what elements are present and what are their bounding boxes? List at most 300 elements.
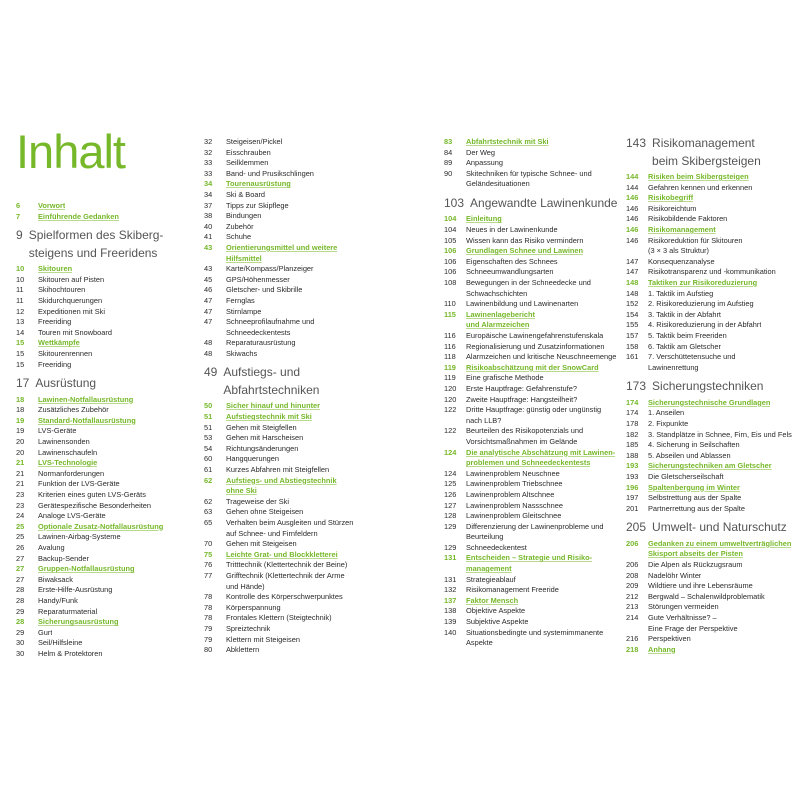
toc-page-number: 38 xyxy=(204,211,213,221)
toc-entry xyxy=(16,501,184,512)
toc-page-number: 70 xyxy=(204,539,213,549)
toc-entry-text: Steigeisen/Pickel xyxy=(226,137,283,146)
toc-entry xyxy=(204,296,414,307)
toc-entry-text: Bewegungen in der Schneedecke und xyxy=(466,278,591,288)
toc-page-number: 23 xyxy=(16,489,25,499)
toc-page-number: 131 xyxy=(444,553,457,563)
toc-page-number: 28 xyxy=(16,617,25,627)
toc-entry xyxy=(444,169,624,180)
toc-chapter-entry xyxy=(16,458,184,469)
toc-entry-text: GPS/Höhenmesser xyxy=(226,274,290,284)
toc-page-number: 29 xyxy=(16,606,25,616)
toc-entry-text: Tritttechnik (Klettertechnik der Beine) xyxy=(226,560,348,570)
toc-entry-text: Seilklemmen xyxy=(226,158,269,168)
toc-page-number: 27 xyxy=(16,553,25,563)
toc-entry-text: Schneeprofilaufnahme und xyxy=(226,317,315,327)
toc-entry-text: Einleitung xyxy=(466,214,502,224)
toc-entry-text: Stirnlampe xyxy=(226,306,262,316)
toc-entry xyxy=(204,571,414,582)
toc-entry xyxy=(444,416,624,427)
toc-entry-text: Die Alpen als Rückzugsraum xyxy=(648,560,743,569)
toc-entry xyxy=(444,479,624,490)
toc-entry-text: Perspektiven xyxy=(648,634,691,644)
toc-page-number: 128 xyxy=(444,511,457,521)
toc-page-number: 41 xyxy=(204,232,213,242)
toc-page-number: 21 xyxy=(16,468,25,478)
toc-entry xyxy=(204,169,414,180)
toc-page-number: 12 xyxy=(16,306,25,316)
toc-entry xyxy=(626,581,798,592)
toc-entry-text: Gurt xyxy=(38,627,53,637)
toc-entry xyxy=(16,554,184,565)
toc-entry-text: Zweite Hauptfrage: Hangsteilheit? xyxy=(466,394,578,404)
toc-entry xyxy=(444,405,624,416)
toc-entry-text: Backup-Sender xyxy=(38,553,89,563)
toc-chapter-entry xyxy=(444,458,624,469)
toc-entry-text: Skihochtouren xyxy=(38,285,86,295)
toc-entry-text: Freeriding xyxy=(38,317,72,327)
toc-entry xyxy=(204,539,414,550)
toc-entry xyxy=(626,602,798,613)
toc-page-number: 79 xyxy=(204,634,213,644)
toc-page-number: 33 xyxy=(204,168,213,178)
toc-entry-text: Eine Frage der Perspektive xyxy=(648,623,738,633)
toc-page-number: 119 xyxy=(444,362,456,372)
toc-section-heading xyxy=(626,521,798,535)
toc-page-number: 25 xyxy=(16,532,25,542)
toc-entry-text: management xyxy=(466,564,512,574)
toc-entry xyxy=(444,575,624,586)
toc-page-number: 18 xyxy=(16,405,25,415)
toc-page-number: 49 xyxy=(204,365,218,380)
toc-page-number: 105 xyxy=(444,235,457,245)
toc-entry-text: Orientierungsmittel und weitere xyxy=(226,242,338,252)
toc-entry-text: Nadelöhr Winter xyxy=(648,570,702,580)
toc-page-number: 173 xyxy=(626,379,647,394)
toc-page-number: 17 xyxy=(16,376,30,391)
toc-page-number: 50 xyxy=(204,401,213,411)
toc-entry-text: auf Schnee- und Firnfeldern xyxy=(226,528,318,538)
toc-page-number: 40 xyxy=(204,221,213,231)
toc-entry-text: Die analytische Abschätzung mit Lawinen- xyxy=(466,447,616,457)
toc-entry xyxy=(626,571,798,582)
toc-chapter-entry xyxy=(626,461,798,472)
toc-entry xyxy=(204,433,414,444)
toc-page-number: 47 xyxy=(204,295,213,305)
toc-entry xyxy=(204,190,414,201)
toc-entry xyxy=(204,232,414,243)
toc-entry-text: Lawinenbildung und Lawinenarten xyxy=(466,299,579,309)
toc-entry xyxy=(444,638,624,649)
toc-entry-text: Klettern mit Steigeisen xyxy=(226,634,300,644)
toc-chapter-entry xyxy=(204,401,414,412)
toc-page-number: 27 xyxy=(16,564,25,574)
toc-entry-text: Eigenschaften des Schnees xyxy=(466,256,558,266)
toc-chapter-entry xyxy=(444,310,624,321)
toc-entry-text: LVS-Technologie xyxy=(38,458,98,468)
toc-page-number: 120 xyxy=(444,394,457,404)
toc-page-number: 146 xyxy=(626,193,639,203)
toc-page-number: 116 xyxy=(444,341,456,351)
toc-entry xyxy=(626,560,798,571)
toc-entry-text: Dritte Hauptfrage: günstig oder ungünstig xyxy=(466,405,602,415)
toc-entry xyxy=(444,511,624,522)
toc-entry-text: Lawinen-Airbag-Systeme xyxy=(38,532,121,542)
toc-entry xyxy=(626,592,798,603)
toc-page-number: 209 xyxy=(626,581,639,591)
toc-entry xyxy=(16,479,184,490)
toc-page-number: 104 xyxy=(444,225,457,235)
toc-page-number: 10 xyxy=(16,264,25,274)
toc-entry-text: Karte/Kompass/Planzeiger xyxy=(226,264,314,274)
toc-page-number: 152 xyxy=(626,299,639,309)
toc-entry xyxy=(444,469,624,480)
toc-entry-text: 1. Anseilen xyxy=(648,408,685,418)
toc-page-number: 26 xyxy=(16,542,25,552)
toc-entry xyxy=(444,331,624,342)
toc-entry-text: Kontrolle des Körperschwerpunktes xyxy=(226,592,343,602)
toc-entry xyxy=(444,585,624,596)
toc-page-number: 75 xyxy=(204,549,213,559)
toc-entry xyxy=(444,522,624,533)
toc-page-number: 30 xyxy=(16,638,25,648)
toc-page-number: 106 xyxy=(444,246,457,256)
toc-entry xyxy=(444,158,624,169)
toc-entry xyxy=(16,649,184,660)
toc-entry xyxy=(204,137,414,148)
toc-page-number: 43 xyxy=(204,242,213,252)
toc-page-number: 79 xyxy=(204,623,213,633)
toc-entry-text: Skidurchquerungen xyxy=(38,295,103,305)
toc-entry-text: Risikoreduktion für Skitouren xyxy=(648,235,743,245)
toc-entry xyxy=(204,222,414,233)
toc-entry-text: Selbstrettung aus der Spalte xyxy=(648,493,742,503)
toc-entry xyxy=(16,328,184,339)
toc-page-number: 24 xyxy=(16,511,25,521)
toc-entry-text: Hangquerungen xyxy=(226,454,280,464)
toc-entry-text: Aspekte xyxy=(466,638,493,648)
toc-entry xyxy=(626,408,798,419)
toc-section-heading xyxy=(626,380,798,394)
toc-entry xyxy=(444,373,624,384)
toc-page-number: 108 xyxy=(444,278,457,288)
toc-entry xyxy=(204,158,414,169)
toc-entry-text: Reparaturmaterial xyxy=(38,606,98,616)
toc-entry xyxy=(626,310,798,321)
toc-entry-text: Schuhe xyxy=(226,232,252,242)
toc-entry-text: Seil/Hilfsleine xyxy=(38,638,83,648)
toc-page-number: 106 xyxy=(444,267,457,277)
toc-entry xyxy=(16,275,184,286)
toc-entry-text: Die Gletscherseilschaft xyxy=(648,471,724,481)
toc-page-number: 115 xyxy=(444,309,456,319)
toc-page-number: 140 xyxy=(444,627,457,637)
toc-section-heading xyxy=(16,377,184,391)
toc-entry-text: Bindungen xyxy=(226,211,262,221)
toc-entry xyxy=(16,296,184,307)
toc-entry-text: Aufstiegs- und Abstiegstechnik xyxy=(226,475,337,485)
toc-entry-text: Freeriding xyxy=(38,359,72,369)
toc-entry-text: Anpassung xyxy=(466,158,503,168)
toc-entry xyxy=(444,289,624,300)
toc-page-number: 122 xyxy=(444,426,457,436)
toc-entry-text: 3. Standplätze in Schnee, Firn, Eis und Fels xyxy=(648,429,792,439)
toc-entry-text: Richtungsänderungen xyxy=(226,443,299,453)
toc-page-number: 21 xyxy=(16,479,25,489)
toc-entry-text: Skitouren auf Pisten xyxy=(38,274,105,284)
toc-page-number: 110 xyxy=(444,299,456,309)
toc-entry xyxy=(626,613,798,624)
toc-entry-text: 1. Taktik im Aufstieg xyxy=(648,288,714,298)
toc-page-number: 15 xyxy=(16,338,25,348)
toc-page-number: 146 xyxy=(626,224,639,234)
toc-entry-text: Helm & Protektoren xyxy=(38,648,103,658)
toc-page-number: 19 xyxy=(16,426,25,436)
toc-entry-text: Gerätespezifische Besonderheiten xyxy=(38,500,151,510)
toc-entry xyxy=(16,405,184,416)
toc-entry xyxy=(626,204,798,215)
toc-page-number: 193 xyxy=(626,471,639,481)
toc-entry xyxy=(444,628,624,639)
toc-entry-text: Risikomanagement xyxy=(648,224,716,234)
toc-chapter-entry xyxy=(16,264,184,275)
toc-entry xyxy=(626,363,798,374)
toc-page-number: 161 xyxy=(626,352,639,362)
toc-page-number: 78 xyxy=(204,592,213,602)
toc-page-number: 76 xyxy=(204,560,213,570)
toc-entry-text: Grundlagen Schnee und Lawinen xyxy=(466,246,584,256)
toc-chapter-entry xyxy=(444,448,624,459)
toc-page-number: 21 xyxy=(16,458,25,468)
toc-page-number: 137 xyxy=(444,595,457,605)
toc-entry-text: Gute Verhältnisse? – xyxy=(648,612,717,622)
toc-page-number: 174 xyxy=(626,397,639,407)
toc-entry-text: Abfahrtstechniken xyxy=(223,383,320,397)
toc-section-heading xyxy=(204,384,414,398)
toc-entry-text: Gletscher- und Skibrille xyxy=(226,285,303,295)
toc-page-number: 178 xyxy=(626,418,639,428)
toc-page-number: 129 xyxy=(444,521,457,531)
toc-entry-text: Erste-Hilfe-Ausrüstung xyxy=(38,585,113,595)
toc-entry xyxy=(204,444,414,455)
toc-entry-text: Skitouren xyxy=(38,264,73,274)
toc-page-number: 11 xyxy=(16,285,24,295)
toc-page-number: 10 xyxy=(16,274,25,284)
toc-entry xyxy=(444,236,624,247)
toc-entry-text: und Hände) xyxy=(226,581,265,591)
toc-chapter-entry xyxy=(444,137,624,148)
toc-entry-text: Bergwald – Schalenwildproblematik xyxy=(648,591,765,601)
toc-page-number: 15 xyxy=(16,359,25,369)
toc-entry xyxy=(204,582,414,593)
toc-page-number: 84 xyxy=(444,147,453,157)
toc-section-heading xyxy=(16,229,184,243)
toc-entry xyxy=(204,201,414,212)
toc-chapter-entry xyxy=(16,522,184,533)
toc-entry-text: Europäische Lawinengefahrenstufenskala xyxy=(466,331,604,340)
toc-entry-text: Skitourenrennen xyxy=(38,348,93,358)
toc-chapter-entry xyxy=(444,553,624,564)
toc-page-number: 27 xyxy=(16,574,25,584)
toc-entry-text: Gehen mit Steigeisen xyxy=(226,539,297,549)
toc-page-number: 201 xyxy=(626,503,639,513)
toc-page-number: 139 xyxy=(444,617,457,627)
toc-entry xyxy=(626,342,798,353)
toc-entry-text: Risikotransparenz und -kommunikation xyxy=(648,267,776,277)
toc-page-number: 103 xyxy=(444,195,465,210)
toc-entry xyxy=(204,613,414,624)
toc-page-number: 143 xyxy=(626,136,647,150)
toc-entry-text: Tipps zur Skipflege xyxy=(226,200,289,210)
toc-entry xyxy=(16,607,184,618)
toc-page-number: 208 xyxy=(626,570,639,580)
toc-entry-text: Hilfsmittel xyxy=(226,253,262,263)
toc-entry-text: Erste Hauptfrage: Gefahrenstufe? xyxy=(466,383,577,393)
toc-column-1 xyxy=(16,201,184,659)
toc-chapter-entry xyxy=(444,564,624,575)
toc-page-number: 122 xyxy=(444,405,457,415)
toc-entry-text: Touren mit Snowboard xyxy=(38,327,112,337)
toc-entry-text: Aufstiegstechnik mit Ski xyxy=(226,412,312,422)
toc-chapter-entry xyxy=(626,172,798,183)
toc-entry xyxy=(204,307,414,318)
toc-entry-text: Gehen mit Harscheisen xyxy=(226,433,304,443)
toc-page-number: 158 xyxy=(626,341,639,351)
toc-entry xyxy=(204,603,414,614)
toc-page-number: 20 xyxy=(16,447,25,457)
toc-entry-text: Lawinenlagebericht xyxy=(466,309,535,319)
toc-chapter-entry xyxy=(444,246,624,257)
toc-entry xyxy=(444,179,624,190)
toc-page-number: 197 xyxy=(626,493,639,503)
toc-chapter-entry xyxy=(444,363,624,374)
toc-entry xyxy=(204,454,414,465)
toc-chapter-entry xyxy=(626,278,798,289)
toc-entry xyxy=(626,493,798,504)
toc-entry-text: Spielformen des Skiberg- xyxy=(28,229,164,243)
toc-entry-text: Standard-Notfallausrüstung xyxy=(38,415,136,425)
toc-entry xyxy=(444,617,624,628)
toc-chapter-entry xyxy=(16,564,184,575)
toc-entry xyxy=(444,352,624,363)
toc-entry xyxy=(444,278,624,289)
toc-entry xyxy=(444,342,624,353)
toc-entry-text: Sicherungstechniken xyxy=(652,380,764,394)
toc-entry xyxy=(16,285,184,296)
toc-chapter-entry xyxy=(16,395,184,406)
toc-page-number: 132 xyxy=(444,585,457,595)
toc-entry-text: Zusätzliches Zubehör xyxy=(38,405,109,415)
toc-entry xyxy=(626,320,798,331)
toc-chapter-entry xyxy=(444,214,624,225)
toc-page-number: 34 xyxy=(204,189,213,199)
toc-page-number: 148 xyxy=(626,288,639,298)
toc-entry-text: Regionalisierung und Zusatzinformationen xyxy=(466,341,605,351)
toc-page-number: 54 xyxy=(204,443,213,453)
toc-entry xyxy=(204,328,414,339)
toc-entry-text: Faktor Mensch xyxy=(466,595,519,605)
toc-entry-text: Lawinenproblem Altschnee xyxy=(466,489,555,499)
toc-chapter-entry xyxy=(204,412,414,423)
toc-page-number: 14 xyxy=(16,327,25,337)
toc-entry-text: Lawinenproblem Gleitschnee xyxy=(466,511,562,521)
toc-page-number: 48 xyxy=(204,338,213,348)
toc-chapter-entry xyxy=(444,320,624,331)
toc-page-number: 45 xyxy=(204,274,213,284)
toc-page-number: 62 xyxy=(204,496,213,506)
toc-page-number: 13 xyxy=(16,317,25,327)
toc-page-number: 83 xyxy=(444,137,453,146)
toc-entry-text: Risikobegriff xyxy=(648,193,694,203)
toc-page-number: 47 xyxy=(204,317,213,327)
toc-entry-text: Gehen mit Steigfellen xyxy=(226,422,297,432)
toc-page-number: 146 xyxy=(626,203,639,213)
toc-page-number: 65 xyxy=(204,518,213,527)
toc-entry-text: Expeditionen mit Ski xyxy=(38,306,105,316)
toc-section-heading xyxy=(16,247,184,261)
toc-column-3 xyxy=(444,137,624,649)
toc-entry xyxy=(16,448,184,459)
toc-entry-text: Tourenausrüstung xyxy=(226,179,291,189)
toc-entry-text: Trageweise der Ski xyxy=(226,496,289,506)
toc-page-number: 32 xyxy=(204,147,213,157)
toc-entry xyxy=(204,285,414,296)
toc-chapter-entry xyxy=(16,617,184,628)
toc-entry-text: Körperspannung xyxy=(226,602,281,612)
toc-chapter-entry xyxy=(204,254,414,265)
toc-chapter-entry xyxy=(626,539,798,550)
toc-entry xyxy=(204,148,414,159)
toc-entry xyxy=(16,469,184,480)
toc-entry xyxy=(444,148,624,159)
toc-entry xyxy=(626,267,798,278)
toc-page-number: 47 xyxy=(204,306,213,316)
toc-page-number: 206 xyxy=(626,538,639,548)
toc-page-number: 106 xyxy=(444,256,457,266)
toc-page-number: 205 xyxy=(626,520,647,535)
toc-column-2 xyxy=(204,137,414,656)
toc-page-number: 18 xyxy=(16,394,25,404)
toc-entry xyxy=(16,437,184,448)
toc-page-number: 125 xyxy=(444,479,457,489)
toc-entry-text: Wildtiere und ihre Lebensräume xyxy=(648,581,753,591)
toc-entry-text: Gedanken zu einem umweltverträglichen xyxy=(648,538,792,548)
toc-page-number: 61 xyxy=(204,465,213,475)
page-title: Inhalt xyxy=(16,125,125,178)
toc-page-number: 138 xyxy=(444,606,457,616)
toc-page-number: 118 xyxy=(444,352,456,362)
toc-entry xyxy=(444,532,624,543)
toc-entry xyxy=(16,585,184,596)
toc-entry xyxy=(204,624,414,635)
toc-entry-text: Biwaksack xyxy=(38,574,73,584)
toc-entry-text: Eisschrauben xyxy=(226,147,271,157)
toc-entry-text: Band- und Prusikschlingen xyxy=(226,168,314,178)
toc-column-4 xyxy=(626,137,798,655)
toc-page-number: 6 xyxy=(16,201,21,210)
toc-entry xyxy=(16,360,184,371)
toc-entry xyxy=(626,299,798,310)
toc-entry-text: Risikoreichtum xyxy=(648,203,697,213)
toc-entry xyxy=(204,635,414,646)
toc-page-number: 77 xyxy=(204,570,213,580)
toc-page-number: 23 xyxy=(16,500,25,510)
toc-entry xyxy=(444,257,624,268)
toc-entry xyxy=(16,317,184,328)
toc-entry-text: Taktiken zur Risikoreduzierung xyxy=(648,277,758,287)
toc-entry-text: Reparaturausrüstung xyxy=(226,338,296,348)
toc-entry xyxy=(16,575,184,586)
